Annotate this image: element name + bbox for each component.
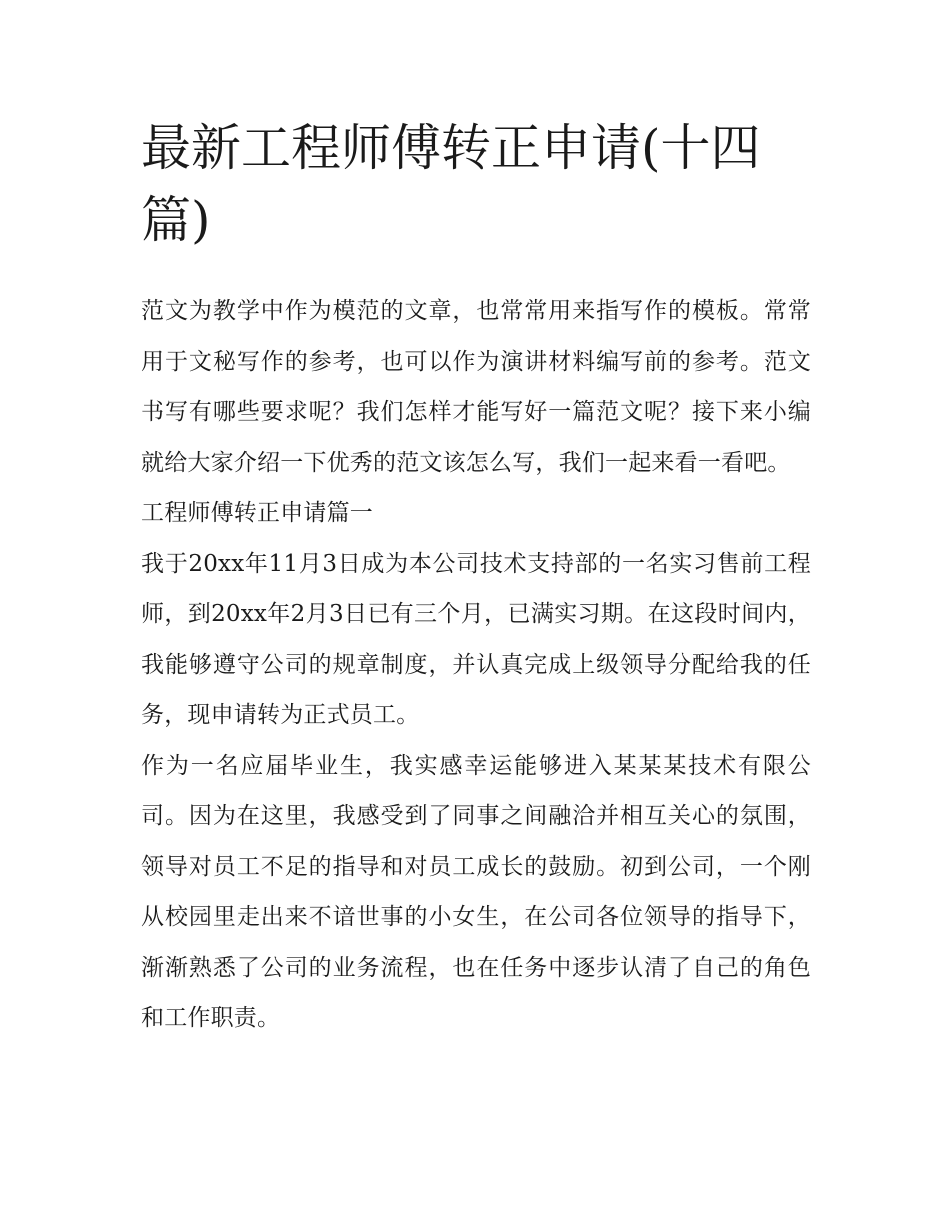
intro-paragraph: 范文为教学中作为模范的文章，也常常用来指写作的模板。常常用于文秘写作的参考，也可以作为演讲材料编写前的参考。范文书写有哪些要求呢？我们怎样才能写好一篇范文呢？接下来小编就给大家介绍一下优秀的范文该怎么写，我们一起来看一看吧。 [141,298,811,476]
document-title: 最新工程师傅转正申请(十四篇) [141,119,761,249]
body-paragraph: 我于20xx年11月3日成为本公司技术支持部的一名实习售前工程师，到20xx年2月3日已有三个月，已满实习期。在这段时间内，我能够遵守公司的规章制度，并认真完成上级领导分配给我的任务，现申请转为正式员工。 [141,550,811,728]
document-body [141,286,811,1044]
body-paragraph: 作为一名应届毕业生，我实感幸运能够进入某某某技术有限公司。因为在这里，我感受到了同事之间融洽并相互关心的氛围，领导对员工不足的指导和对员工成长的鼓励。初到公司，一个刚从校园里走出来不谙世事的小女生，在公司各位领导的指导下，渐渐熟悉了公司的业务流程，也在任务中逐步认清了自己的角色和工作职责。 [141,752,811,1031]
document-content [141,112,811,1044]
section-heading: 工程师傅转正申请篇一 [141,500,373,526]
